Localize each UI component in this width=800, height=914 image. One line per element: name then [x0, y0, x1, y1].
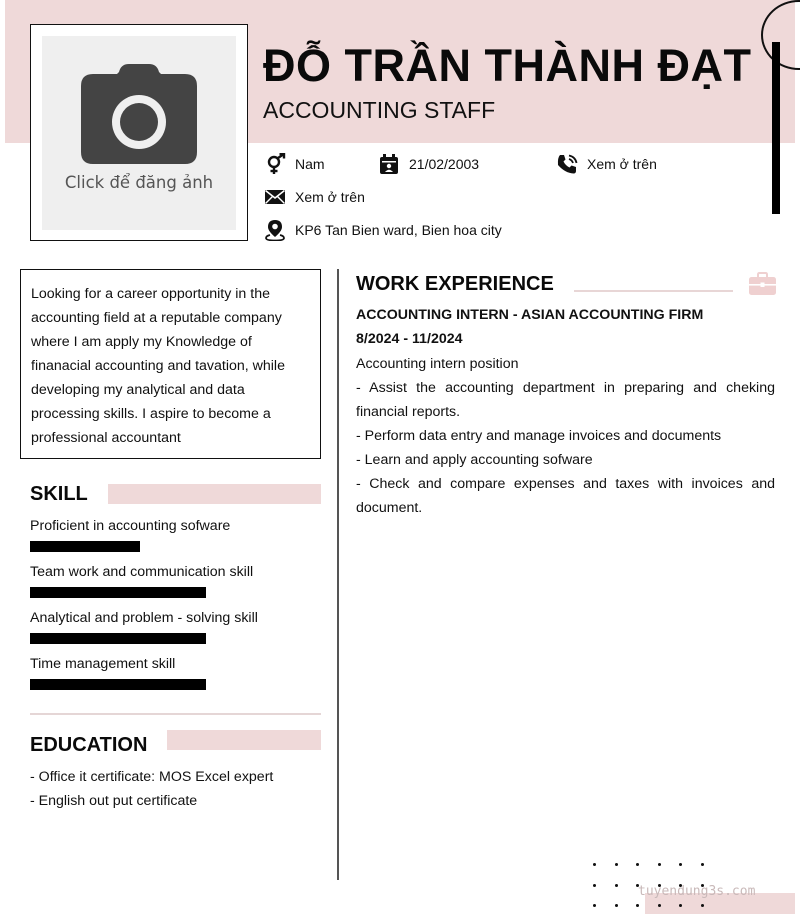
- job-date: 8/2024 - 11/2024: [356, 331, 463, 347]
- skill-bar-fill: [30, 679, 206, 690]
- skill-label: Proficient in accounting sofware: [30, 518, 231, 534]
- decorative-dot: [658, 863, 661, 866]
- camera-icon: [81, 64, 197, 164]
- skill-bar-fill: [30, 541, 140, 552]
- job-description-line: - Check and compare expenses and taxes with invoices and document.: [356, 476, 775, 516]
- birthday-value: 21/02/2003: [409, 156, 480, 172]
- skill-label: Time management skill: [30, 656, 176, 672]
- education-item: - Office it certificate: MOS Excel expert: [30, 769, 274, 785]
- decorative-dot: [615, 904, 618, 907]
- decorative-dot: [679, 863, 682, 866]
- education-section-title: EDUCATION: [30, 734, 148, 756]
- skill-bar-fill: [30, 587, 206, 598]
- watermark: tuyendung3s.com: [638, 884, 756, 899]
- skill-label: Analytical and problem - solving skill: [30, 610, 258, 626]
- phone-icon: [556, 153, 578, 175]
- photo-upload-label: Click để đăng ảnh: [64, 173, 214, 192]
- job-description-line: - Learn and apply accounting sofware: [356, 452, 593, 468]
- decorative-dot: [701, 904, 704, 907]
- education-item: - English out put certificate: [30, 793, 198, 809]
- decorative-dot: [701, 863, 704, 866]
- phone-value: Xem ở trên: [587, 156, 657, 172]
- objective-line: Looking for a career opportunity in the: [31, 286, 270, 302]
- job-description-line: Accounting intern position: [356, 356, 519, 372]
- decorative-dot: [636, 904, 639, 907]
- skill-title-accent: [108, 484, 321, 504]
- work-section-title: WORK EXPERIENCE: [356, 273, 554, 295]
- skill-bar: [30, 541, 206, 552]
- career-objective: [20, 269, 321, 459]
- objective-line: professional accountant: [31, 430, 181, 446]
- job-title: ACCOUNTING INTERN - ASIAN ACCOUNTING FIRM: [356, 307, 704, 323]
- decorative-dot: [658, 904, 661, 907]
- skill-bar: [30, 633, 206, 644]
- skill-bar-fill: [30, 633, 206, 644]
- decorative-dot: [636, 863, 639, 866]
- job-description: [356, 352, 775, 520]
- skill-bar: [30, 587, 206, 598]
- job-description-line: - Assist the accounting department in preparing and cheking financial reports.: [356, 380, 775, 420]
- email-value: Xem ở trên: [295, 189, 365, 205]
- candidate-position: ACCOUNTING STAFF: [263, 97, 496, 123]
- address-row: [264, 219, 502, 241]
- objective-line: processing skills. I aspire to become a: [31, 406, 271, 422]
- gender-value: Nam: [295, 156, 325, 172]
- decorative-dot: [593, 863, 596, 866]
- job-description-line: - Perform data entry and manage invoices and documents: [356, 428, 722, 444]
- gender-row: [264, 153, 325, 175]
- decorative-dot: [593, 884, 596, 887]
- objective-line: where I am apply my Knowledge of: [31, 334, 252, 350]
- photo-upload[interactable]: [42, 36, 236, 230]
- phone-row: [556, 153, 657, 175]
- decorative-dot: [615, 863, 618, 866]
- gender-icon: [264, 153, 286, 175]
- birthday-row: [378, 153, 479, 175]
- skill-section-title: SKILL: [30, 483, 88, 505]
- objective-line: accounting field at a reputable company: [31, 310, 282, 326]
- skill-bar: [30, 679, 206, 690]
- address-value: KP6 Tan Bien ward, Bien hoa city: [295, 222, 502, 238]
- briefcase-icon: [749, 272, 776, 296]
- decorative-dot: [679, 904, 682, 907]
- objective-line: finanacial accounting and tavation, while: [31, 358, 285, 374]
- skill-label: Team work and communication skill: [30, 564, 254, 580]
- calendar-icon: [378, 153, 400, 175]
- email-row: [264, 186, 365, 208]
- decorative-dot: [615, 884, 618, 887]
- candidate-name: ĐỖ TRẦN THÀNH ĐẠT: [263, 40, 752, 91]
- work-title-line: [574, 290, 733, 292]
- decorative-vertical-bar: [772, 42, 780, 214]
- location-icon: [264, 219, 286, 241]
- mail-icon: [264, 186, 286, 208]
- objective-line: developing my analytical and data: [31, 382, 245, 398]
- education-title-accent: [167, 730, 321, 750]
- column-divider: [337, 269, 339, 880]
- left-column-divider: [30, 713, 321, 715]
- decorative-dot: [593, 904, 596, 907]
